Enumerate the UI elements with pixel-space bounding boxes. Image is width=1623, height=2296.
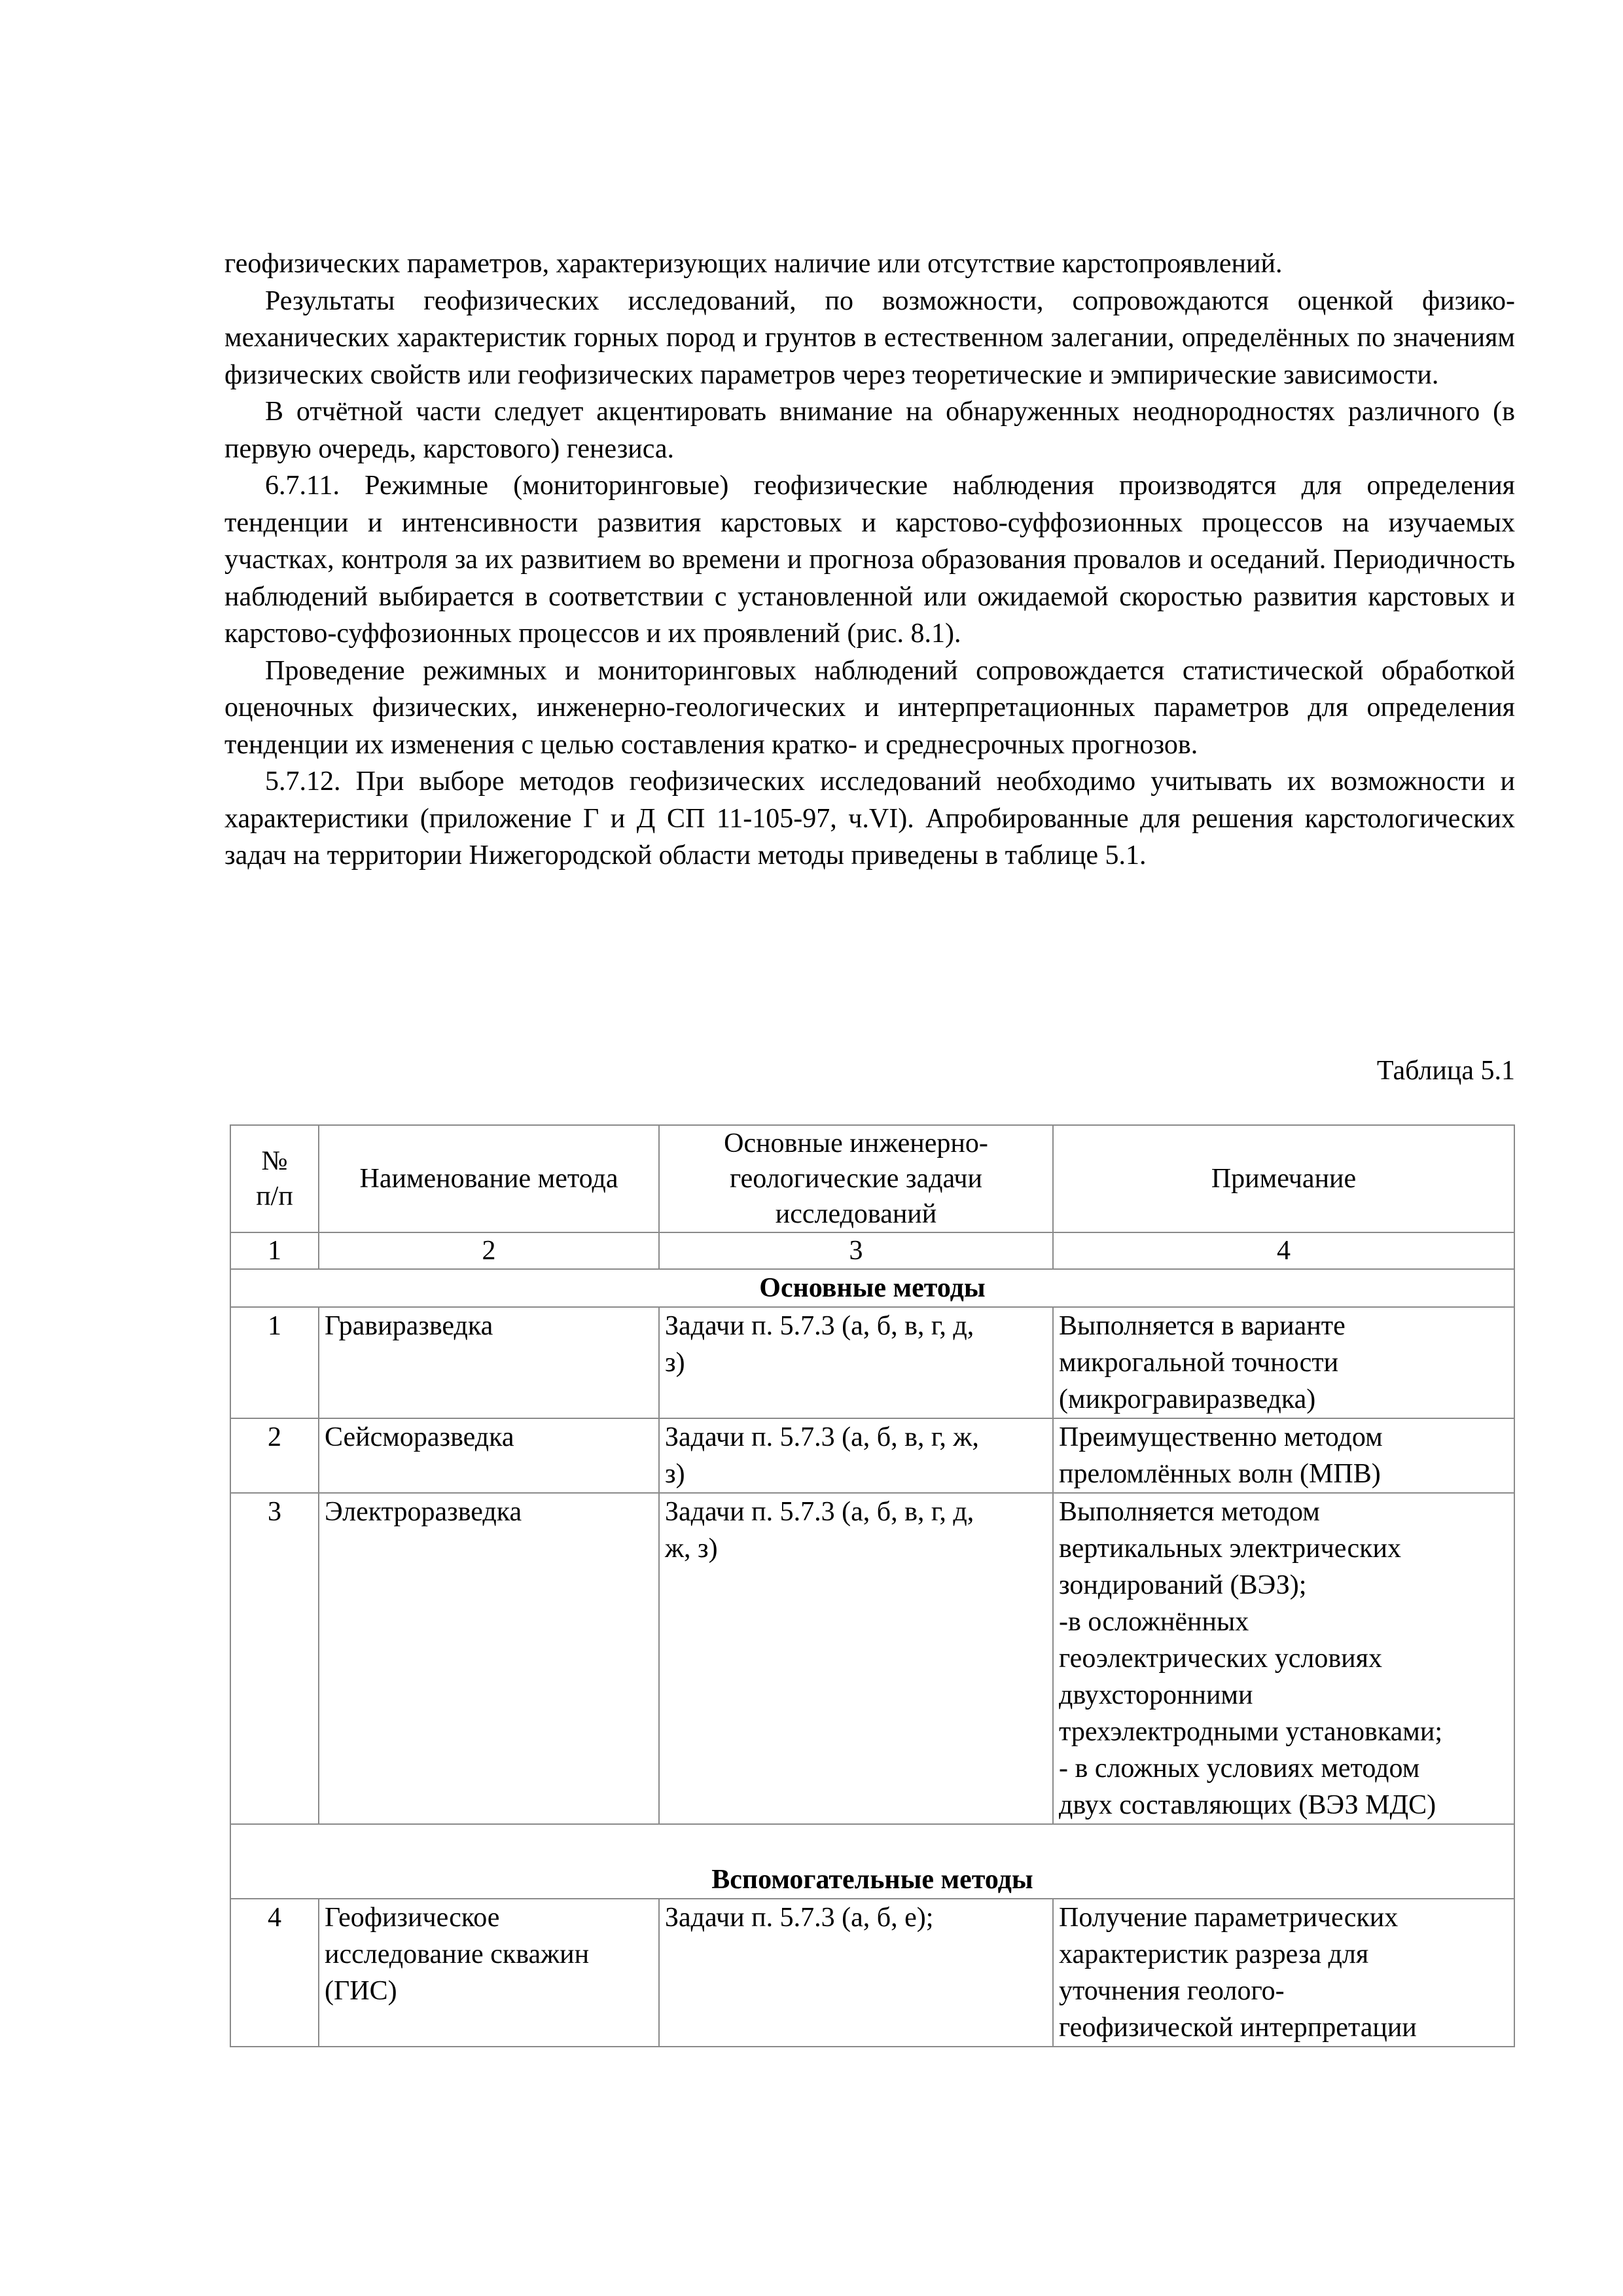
table-row — [230, 1307, 1514, 1418]
section-aux-title: Вспомогательные методы — [230, 1824, 1514, 1899]
methods-table — [230, 1124, 1515, 2047]
table-row — [230, 1493, 1514, 1824]
row-tasks: Задачи п. 5.7.3 (а, б, в, г, д, з) — [659, 1307, 1053, 1418]
section-aux-row — [230, 1824, 1514, 1899]
table-row — [230, 1418, 1514, 1493]
row-num: 4 — [230, 1899, 319, 2047]
table-row — [230, 1899, 1514, 2047]
row-tasks: Задачи п. 5.7.3 (а, б, в, г, д, ж, з) — [659, 1493, 1053, 1824]
header-num: № п/п — [230, 1125, 319, 1232]
table-header-row — [230, 1125, 1514, 1232]
row-method: Электроразведка — [319, 1493, 659, 1824]
row-note: Выполняется в варианте микрогальной точности (микрогравиразведка) — [1053, 1307, 1514, 1418]
section-main-title: Основные методы — [230, 1269, 1514, 1307]
row-note: Преимущественно методом преломлённых волн (МПВ) — [1053, 1418, 1514, 1493]
row-tasks: Задачи п. 5.7.3 (а, б, е); — [659, 1899, 1053, 2047]
header-note: Примечание — [1053, 1125, 1514, 1232]
column-number-row — [230, 1232, 1514, 1269]
column-number: 3 — [659, 1232, 1053, 1269]
row-method: Гравиразведка — [319, 1307, 659, 1418]
paragraph-5-7-12: 5.7.12. При выборе методов геофизических исследований необходимо учитывать их возможности и характеристики (приложение Г и Д СП 11-105-97, ч.VI). Апробированные для решения карстологических задач на территории Нижегородской области методы приведены в таблице 5.1. — [224, 766, 1515, 870]
row-num: 3 — [230, 1493, 319, 1824]
paragraph-monitoring: Проведение режимных и мониторинговых наблюдений сопровождается статистической обработкой оценочных физических, инженерно-геологических и интерпретационных параметров для определения тенденции их изменения с целью составления кратко- и среднесрочных прогнозов. — [224, 655, 1515, 760]
row-method: Геофизическое исследование скважин (ГИС) — [319, 1899, 659, 2047]
column-number: 2 — [319, 1232, 659, 1269]
paragraph-results: Результаты геофизических исследований, по возможности, сопровождаются оценкой физико-механических характеристик горных пород и грунтов в естественном залегании, определённых по значениям физических свойств или геофизических параметров через теоретические и эмпирические зависимости. — [224, 285, 1515, 390]
header-method: Наименование метода — [319, 1125, 659, 1232]
row-num: 2 — [230, 1418, 319, 1493]
section-main-row — [230, 1269, 1514, 1307]
column-number: 4 — [1053, 1232, 1514, 1269]
row-tasks: Задачи п. 5.7.3 (а, б, в, г, ж, з) — [659, 1418, 1053, 1493]
row-note: Получение параметрических характеристик разреза для уточнения геолого- геофизической интерпретации — [1053, 1899, 1514, 2047]
paragraph-report: В отчётной части следует акцентировать внимание на обнаруженных неоднородностях различного (в первую очередь, карстового) генезиса. — [224, 397, 1515, 464]
paragraph-continuation: геофизических параметров, характеризующих наличие или отсутствие карстопроявлений. — [224, 249, 1283, 279]
body-text — [224, 245, 1515, 874]
header-tasks: Основные инженерно- геологические задачи исследований — [659, 1125, 1053, 1232]
row-method: Сейсморазведка — [319, 1418, 659, 1493]
column-number: 1 — [230, 1232, 319, 1269]
table-caption: Таблица 5.1 — [1376, 1056, 1515, 1086]
paragraph-6-7-11: 6.7.11. Режимные (мониторинговые) геофизические наблюдения производятся для определения тенденции и интенсивности развития карстовых и карстово-суффозионных процессов на изучаемых участках, контроля за их развитием во времени и прогноза образования провалов и оседаний. Периодичность наблюдений выбирается в соответствии с установленной или ожидаемой скоростью развития карстовых и карстово-суффозионных процессов и их проявлений (рис. 8.1). — [224, 471, 1515, 649]
row-note: Выполняется методом вертикальных электрических зондирований (ВЭЗ); -в осложнённых геоэлектрических условиях двухсторонними трехэлектродными установками; - в сложных условиях методом двух составляющих (ВЭЗ МДС) — [1053, 1493, 1514, 1824]
row-num: 1 — [230, 1307, 319, 1418]
